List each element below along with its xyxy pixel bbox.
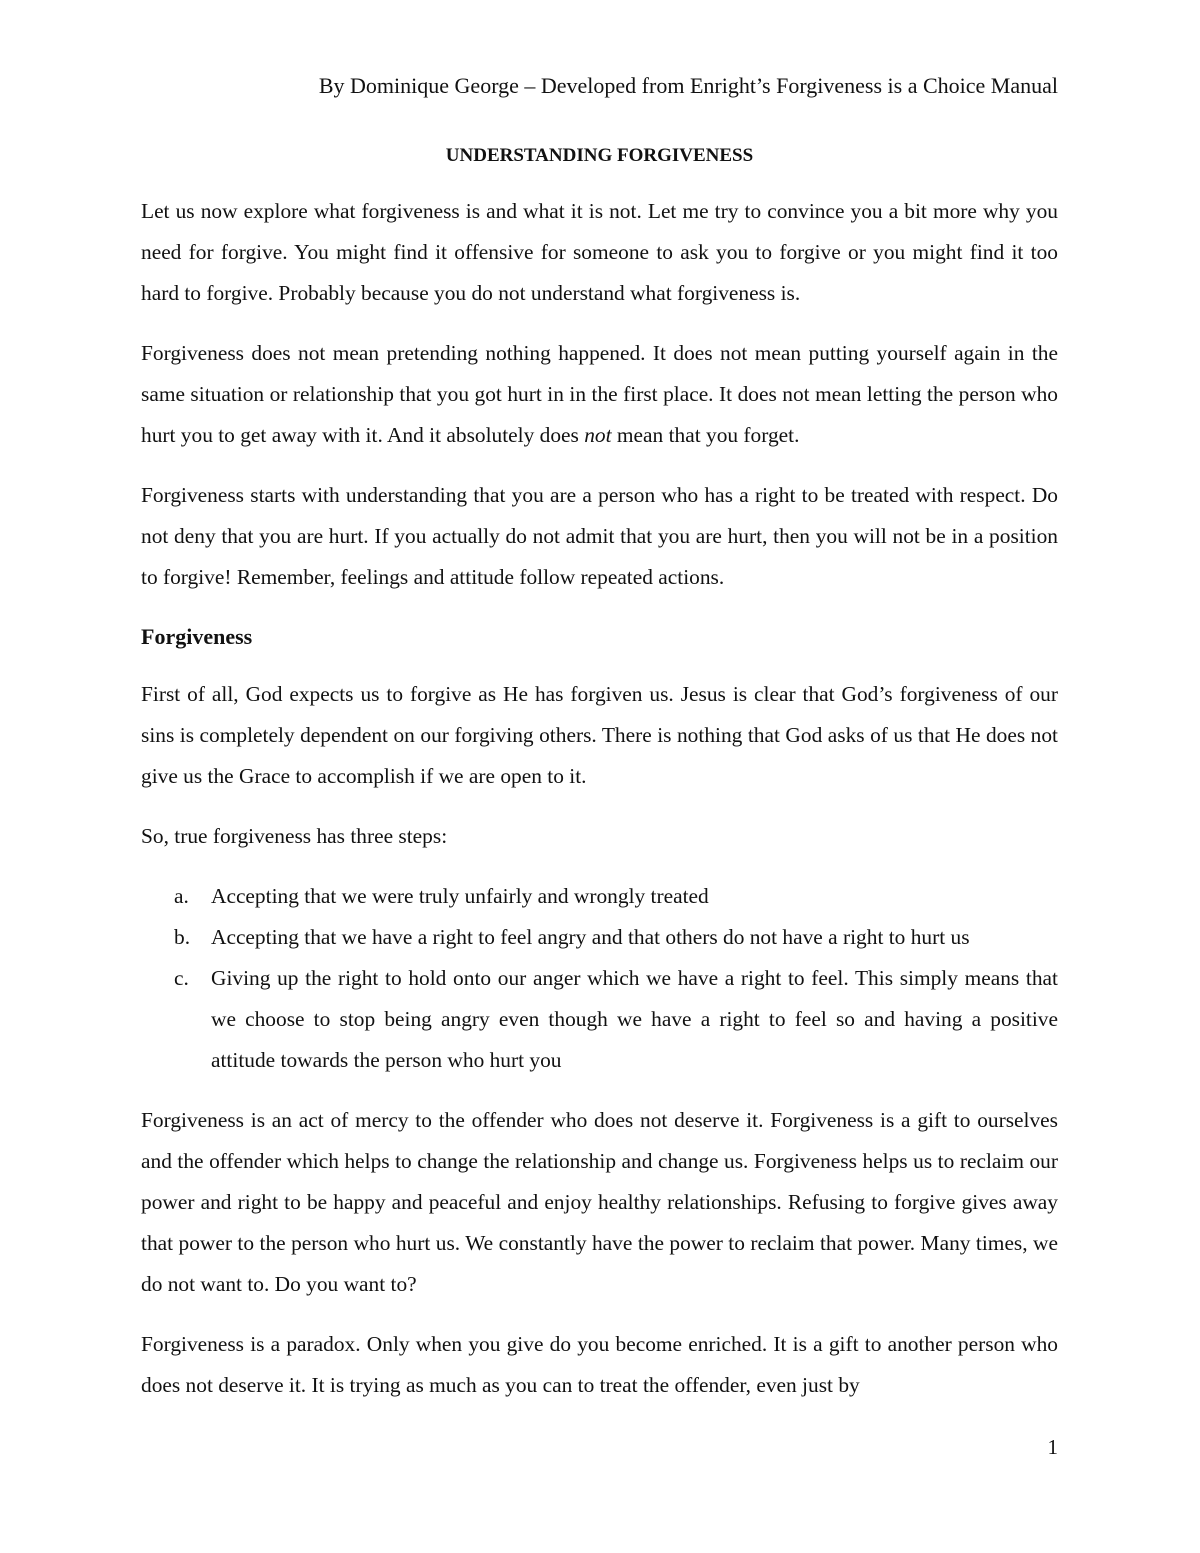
list-item-text: Giving up the right to hold onto our anger which we have a right to feel. This simply means that we choose to stop being angry even though we have a right to feel so and having a positive attitude towards the person who hurt you bbox=[211, 966, 1058, 1072]
list-item-marker: a. bbox=[174, 884, 189, 908]
paragraph-act-of-mercy: Forgiveness is an act of mercy to the offender who does not deserve it. Forgiveness is a gift to ourselves and the offender which helps to change the relationship and change us. Forgiveness helps us to reclaim our power and right to be happy and peaceful and enjoy healthy relationships. Refusing to forgive gives away that power to the person who hurt us. We constantly have the power to reclaim that power. Many times, we do not want to. Do you want to? bbox=[141, 1108, 1058, 1296]
paragraph-intro: Let us now explore what forgiveness is and what it is not. Let me try to convince you a bit more why you need for forgive. You might find it offensive for someone to ask you to forgive or you might find it too hard to forgive. Probably because you do not understand what forgiveness is. bbox=[141, 199, 1058, 305]
list-item bbox=[141, 876, 1058, 917]
document-body bbox=[141, 140, 1058, 1425]
list-item-text: Accepting that we were truly unfairly and wrongly treated bbox=[211, 884, 709, 908]
paragraph-respect: Forgiveness starts with understanding that you are a person who has a right to be treated with respect. Do not deny that you are hurt. If you actually do not admit that you are hurt, then you will not be in a position to forgive! Remember, feelings and attitude follow repeated actions. bbox=[141, 483, 1058, 589]
paragraph-text: mean that you forget. bbox=[611, 423, 800, 447]
steps-list bbox=[141, 876, 1058, 1081]
paragraph-three-steps-intro: So, true forgiveness has three steps: bbox=[141, 824, 448, 848]
emphasized-word: not bbox=[584, 423, 612, 447]
paragraph-what-forgiveness-is-not bbox=[141, 333, 1058, 456]
document-title: UNDERSTANDING FORGIVENESS bbox=[445, 145, 754, 166]
list-item bbox=[141, 917, 1058, 958]
list-item-text: Accepting that we have a right to feel angry and that others do not have a right to hurt us bbox=[211, 925, 970, 949]
list-item-marker: b. bbox=[174, 925, 191, 949]
paragraph-god-expects: First of all, God expects us to forgive as He has forgiven us. Jesus is clear that God’s forgiveness of our sins is completely dependent on our forgiving others. There is nothing that God asks of us that He does not give us the Grace to accomplish if we are open to it. bbox=[141, 682, 1058, 788]
running-header: By Dominique George – Developed from Enright’s Forgiveness is a Choice Manual bbox=[318, 73, 1058, 98]
paragraph-paradox: Forgiveness is a paradox. Only when you give do you become enriched. It is a gift to another person who does not deserve it. It is trying as much as you can to treat the offender, even just by bbox=[141, 1332, 1058, 1397]
list-item bbox=[141, 958, 1058, 1081]
paragraph-text: Forgiveness does not mean pretending nothing happened. It does not mean putting yourself again in the same situation or relationship that you got hurt in in the first place. It does not mean letting the person who hurt you to get away with it. And it absolutely does bbox=[141, 341, 1058, 447]
list-item-marker: c. bbox=[174, 966, 189, 990]
section-heading: Forgiveness bbox=[141, 624, 253, 649]
page-number: 1 bbox=[1047, 1435, 1058, 1459]
